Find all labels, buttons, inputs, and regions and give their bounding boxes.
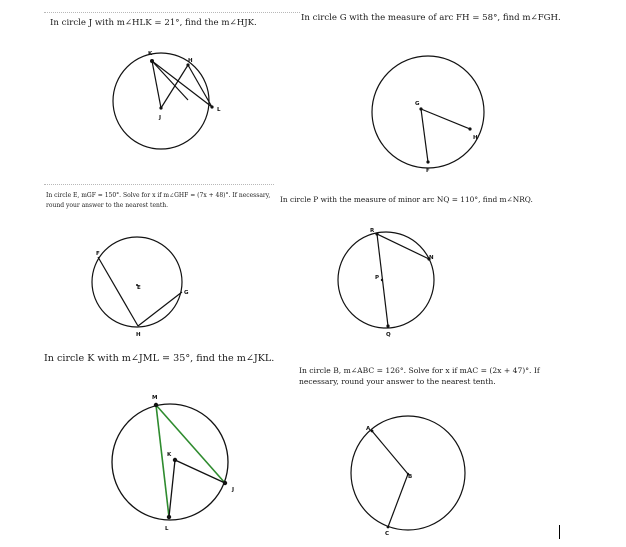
svg-text:E: E bbox=[137, 285, 141, 291]
svg-text:J: J bbox=[232, 487, 235, 493]
svg-text:K: K bbox=[148, 51, 153, 57]
svg-text:M: M bbox=[152, 395, 158, 401]
svg-text:B: B bbox=[408, 474, 413, 480]
separator-middle bbox=[44, 184, 274, 185]
circle-p-figure bbox=[330, 222, 450, 342]
svg-text:H: H bbox=[136, 332, 141, 338]
svg-text:H: H bbox=[473, 135, 478, 141]
svg-text:Q: Q bbox=[386, 332, 391, 338]
svg-text:J: J bbox=[159, 115, 162, 121]
problem-text: In circle P with the measure of minor arc NQ = 110°, find m∠NRQ. bbox=[280, 195, 533, 204]
text-cursor bbox=[559, 525, 560, 539]
svg-text:G: G bbox=[184, 290, 189, 296]
problem-text: In circle K with m∠JML = 35°, find the m∠JKL. bbox=[44, 353, 275, 364]
circle-j-figure bbox=[100, 45, 230, 175]
svg-text:N: N bbox=[429, 255, 434, 261]
circle-e-figure bbox=[88, 236, 198, 346]
separator-top bbox=[44, 12, 300, 13]
circle-b-figure bbox=[345, 415, 475, 545]
problem-text: In circle G with the measure of arc FH = 58°, find m∠FGH. bbox=[301, 13, 561, 23]
svg-text:P: P bbox=[375, 275, 380, 281]
problem-text: In circle B, m∠ABC = 126°. Solve for x if mAC = (2x + 47)°. If necessary, round your answer to the nearest tenth. bbox=[299, 366, 540, 386]
svg-text:L: L bbox=[165, 526, 169, 532]
svg-text:A: A bbox=[366, 426, 371, 432]
svg-text:K: K bbox=[167, 452, 172, 458]
svg-text:C: C bbox=[385, 531, 390, 537]
circle-g-figure bbox=[360, 40, 500, 180]
problem-text: In circle E, mGF = 150°. Solve for x if m∠GHF = (7x + 48)°. If necessary, round your answer to the nearest tenth. bbox=[46, 192, 271, 209]
svg-text:H: H bbox=[188, 58, 193, 64]
problem-text: In circle J with m∠HLK = 21°, find the m∠HJK. bbox=[50, 18, 257, 28]
svg-text:R: R bbox=[370, 228, 375, 234]
circle-k-figure bbox=[106, 386, 246, 536]
svg-text:F: F bbox=[96, 251, 100, 257]
svg-text:L: L bbox=[217, 107, 221, 113]
svg-text:G: G bbox=[415, 101, 420, 107]
svg-text:F: F bbox=[426, 168, 430, 174]
